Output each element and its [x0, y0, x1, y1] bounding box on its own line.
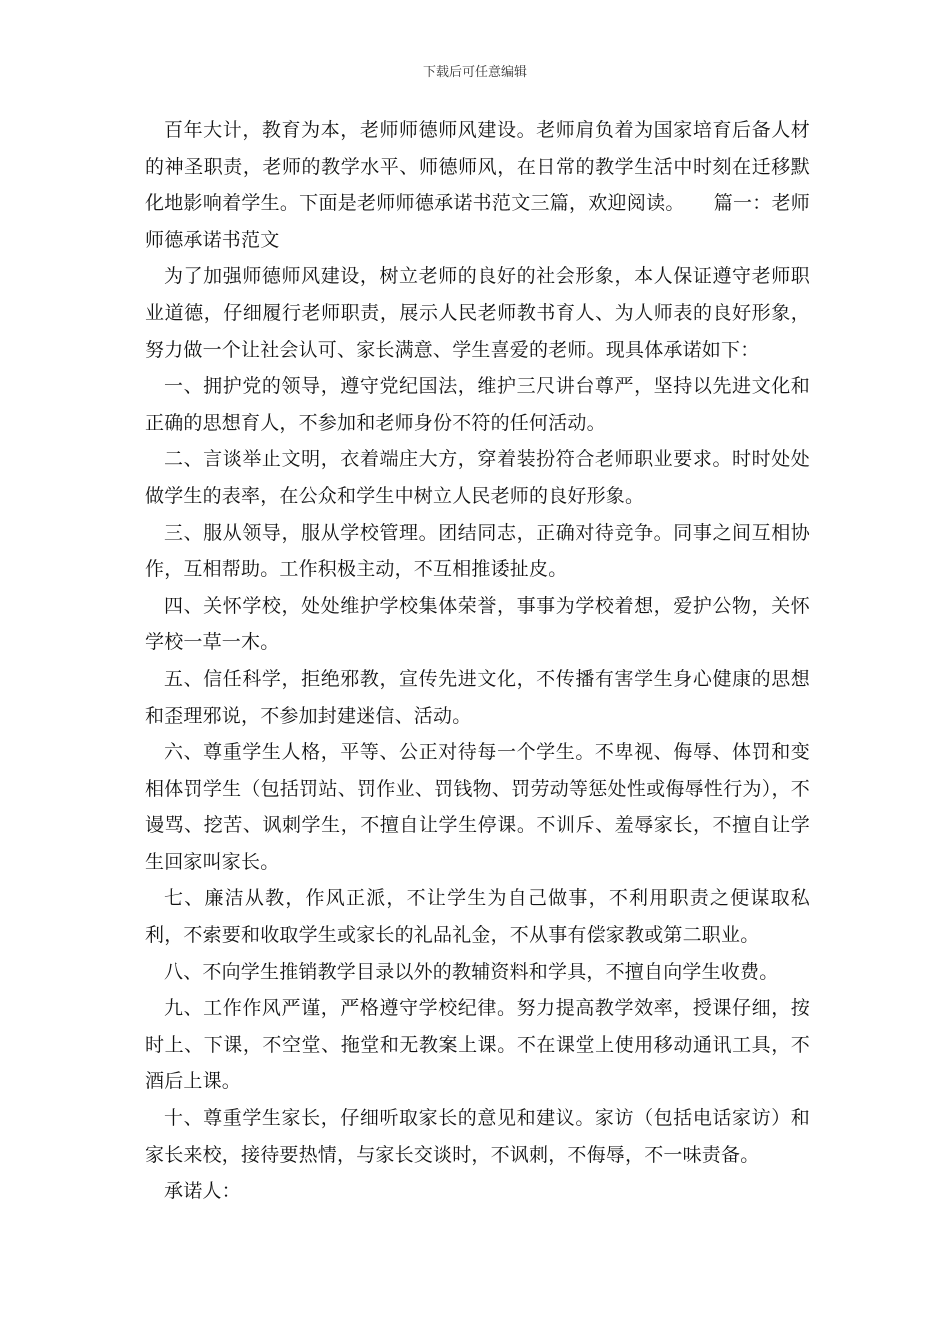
- intro-paragraph: 百年大计，教育为本，老师师德师风建设。老师肩负着为国家培育后备人材的神圣职责，老师的教学水平、师德师风，在日常的教学生活中时刻在迁移默化地影响着学生。下面是老师师德承诺书范文三篇，欢迎阅读。 篇一：老师师德承诺书范文: [145, 119, 810, 251]
- commitment-item-2: 二、言谈举止文明，衣着端庄大方，穿着装扮符合老师职业要求。时时处处做学生的表率，在公众和学生中树立人民老师的良好形象。: [145, 448, 810, 507]
- signature-line: 承诺人：: [164, 1180, 241, 1203]
- commitment-item-4: 四、关怀学校，处处维护学校集体荣誉，事事为学校着想，爱护公物，关怀学校一草一木。: [145, 594, 810, 654]
- commitment-item-3: 三、服从领导，服从学校管理。团结同志，正确对待竞争。同事之间互相协作，互相帮助。工作积极主动，不互相推诿扯皮。: [145, 521, 810, 581]
- commitment-item-1: 一、拥护党的领导，遵守党纪国法，维护三尺讲台尊严，坚持以先进文化和正确的思想育人，不参加和老师身份不符的任何活动。: [145, 375, 810, 434]
- document-body: [145, 112, 810, 1210]
- commitment-item-6: 六、尊重学生人格，平等、公正对待每一个学生。不卑视、侮辱、体罚和变相体罚学生（包括罚站、罚作业、罚钱物、罚劳动等惩处性或侮辱性行为），不谩骂、挖苦、讽刺学生，不擅自让学生停课。不训斥、羞辱家长，不擅自让学生回家叫家长。: [145, 741, 810, 873]
- commitment-item-9: 九、工作作风严谨，严格遵守学校纪律。努力提高教学效率，授课仔细，按时上、下课，不空堂、拖堂和无教案上课。不在课堂上使用移动通讯工具，不酒后上课。: [145, 997, 810, 1093]
- commitment-item-8: 八、不向学生推销教学目录以外的教辅资料和学具，不擅自向学生收费。: [164, 960, 779, 983]
- commitment-item-7: 七、廉洁从教，作风正派，不让学生为自己做事，不利用职责之便谋取私利，不索要和收取学生或家长的礼品礼金，不从事有偿家教或第二职业。: [145, 887, 810, 947]
- page-header-note: 下载后可任意编辑: [422, 65, 527, 80]
- commitment-item-5: 五、信任科学，拒绝邪教，宣传先进文化，不传播有害学生身心健康的思想和歪理邪说，不参加封建迷信、活动。: [145, 667, 810, 727]
- commitment-item-10: 十、尊重学生家长，仔细听取家长的意见和建议。家访（包括电话家访）和家长来校，接待要热情，与家长交谈时，不讽刺，不侮辱，不一味责备。: [145, 1107, 810, 1166]
- preamble-paragraph: 为了加强师德师风建设，树立老师的良好的社会形象，本人保证遵守老师职业道德，仔细履行老师职责，展示人民老师教书育人、为人师表的良好形象，努力做一个让社会认可、家长满意、学生喜爱的老师。现具体承诺如下：: [145, 265, 810, 361]
